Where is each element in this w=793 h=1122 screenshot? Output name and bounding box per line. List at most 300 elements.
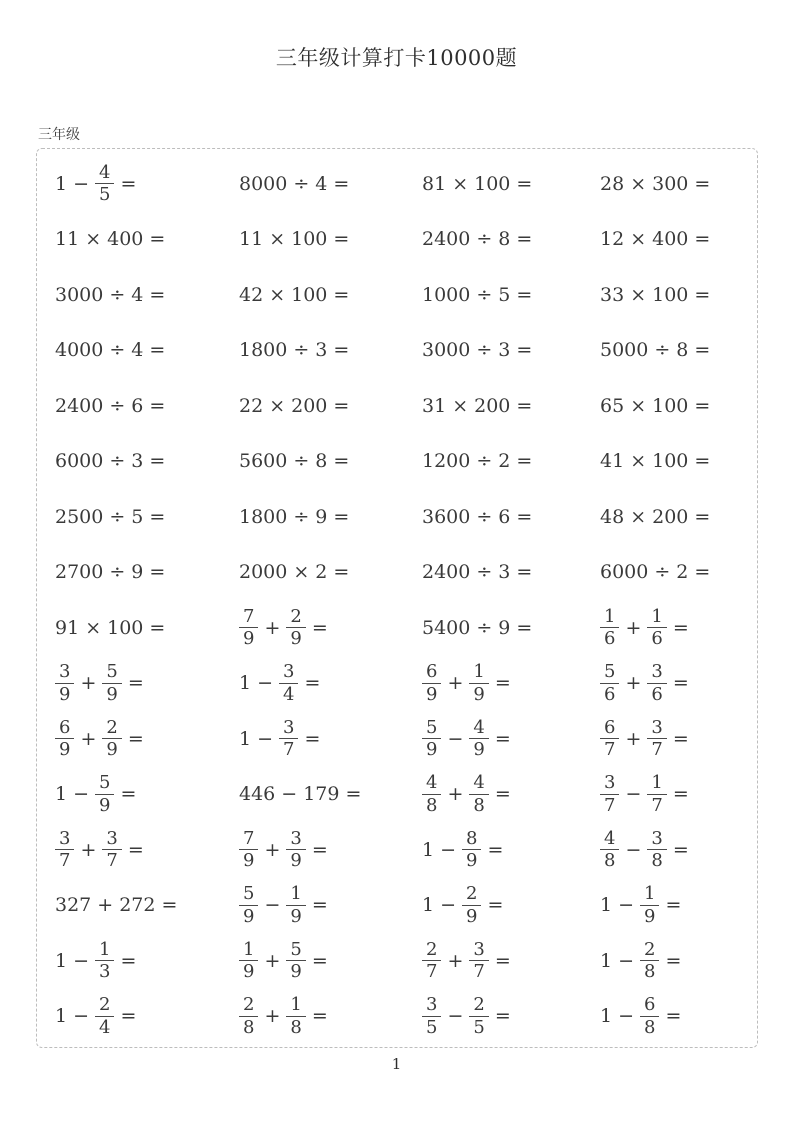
fraction-denominator: 4 <box>279 683 298 706</box>
math-token: = <box>694 339 711 362</box>
fraction-denominator: 6 <box>647 627 666 650</box>
math-token: 1 <box>55 1005 68 1028</box>
math-token: ÷ <box>109 283 126 306</box>
math-token: = <box>161 894 178 917</box>
math-token: 3600 <box>422 505 471 528</box>
math-token: = <box>516 561 533 584</box>
problem <box>422 267 600 323</box>
math-token: 446 <box>239 783 276 806</box>
math-token: ÷ <box>109 505 126 528</box>
math-token: 41 <box>600 450 625 473</box>
math-token: − <box>447 1005 464 1028</box>
math-token: 48 <box>600 505 625 528</box>
math-token: ÷ <box>293 450 310 473</box>
math-token: = <box>694 228 711 251</box>
fraction <box>640 939 659 983</box>
math-token: + <box>264 838 281 861</box>
math-token: 2 <box>676 561 689 584</box>
math-token: 12 <box>600 228 625 251</box>
math-token: = <box>487 894 504 917</box>
math-token: 22 <box>239 394 264 417</box>
fraction <box>95 994 114 1038</box>
fraction-numerator: 2 <box>644 938 656 960</box>
fraction-denominator: 8 <box>469 794 488 817</box>
math-token: 91 <box>55 616 80 639</box>
math-token: 100 <box>652 283 689 306</box>
math-token: ÷ <box>476 561 493 584</box>
fraction <box>95 939 114 983</box>
math-token: ÷ <box>109 339 126 362</box>
math-token: + <box>80 727 97 750</box>
problem <box>55 878 239 934</box>
fraction-denominator: 7 <box>55 849 74 872</box>
math-token: = <box>333 228 350 251</box>
math-token: 1800 <box>239 339 288 362</box>
fraction-denominator: 5 <box>422 1016 441 1039</box>
problem <box>422 933 600 989</box>
fraction-numerator: 1 <box>290 883 302 905</box>
math-token: 11 <box>239 228 264 251</box>
math-token: = <box>304 672 321 695</box>
fraction <box>462 883 481 927</box>
fraction-denominator: 8 <box>600 849 619 872</box>
fraction-numerator: 6 <box>426 661 438 683</box>
fraction-numerator: 2 <box>99 994 111 1016</box>
fraction-denominator: 7 <box>279 738 298 761</box>
problem <box>422 323 600 379</box>
math-token: = <box>149 394 166 417</box>
problem <box>55 600 239 656</box>
fraction-denominator: 5 <box>469 1016 488 1039</box>
problem <box>422 434 600 490</box>
fraction-numerator: 3 <box>651 716 663 738</box>
math-token: = <box>149 228 166 251</box>
math-token: 2400 <box>422 228 471 251</box>
math-token: 2400 <box>55 394 104 417</box>
fraction-denominator: 9 <box>640 905 659 928</box>
problem <box>422 656 600 712</box>
math-token: − <box>73 783 90 806</box>
fraction-denominator: 9 <box>239 627 258 650</box>
fraction <box>600 606 619 650</box>
math-token: = <box>149 505 166 528</box>
fraction-denominator: 9 <box>239 849 258 872</box>
problem <box>600 600 757 656</box>
math-token: − <box>440 894 457 917</box>
math-token: = <box>311 949 328 972</box>
math-token: 5 <box>131 505 144 528</box>
fraction-denominator: 9 <box>55 683 74 706</box>
problem <box>422 878 600 934</box>
problem <box>239 600 422 656</box>
math-token: = <box>149 616 166 639</box>
math-token: − <box>618 1005 635 1028</box>
math-token: ÷ <box>654 561 671 584</box>
fraction <box>469 661 488 705</box>
fraction <box>600 828 619 872</box>
math-token: + <box>447 783 464 806</box>
math-token: − <box>281 783 298 806</box>
fraction-numerator: 3 <box>604 772 616 794</box>
math-token: × <box>452 394 469 417</box>
fraction <box>647 828 666 872</box>
math-token: ÷ <box>293 505 310 528</box>
math-token: + <box>80 672 97 695</box>
problem <box>422 156 600 212</box>
fraction-denominator: 7 <box>600 794 619 817</box>
fraction-numerator: 4 <box>426 772 438 794</box>
fraction-numerator: 8 <box>466 827 478 849</box>
fraction-denominator: 8 <box>239 1016 258 1039</box>
problem <box>600 545 757 601</box>
fraction-denominator: 9 <box>239 960 258 983</box>
problem <box>422 767 600 823</box>
math-token: 2000 <box>239 561 288 584</box>
math-token: = <box>487 838 504 861</box>
math-token: = <box>665 949 682 972</box>
problem <box>600 267 757 323</box>
fraction <box>469 939 488 983</box>
fraction <box>239 994 258 1038</box>
math-token: = <box>333 394 350 417</box>
math-token: 3 <box>498 561 511 584</box>
math-token: 1 <box>55 172 68 195</box>
problem <box>422 989 600 1045</box>
problem <box>239 545 422 601</box>
math-token: 6000 <box>55 450 104 473</box>
math-token: 1800 <box>239 505 288 528</box>
math-token: = <box>694 283 711 306</box>
math-token: 2400 <box>422 561 471 584</box>
math-token: 1 <box>239 672 252 695</box>
problem <box>239 156 422 212</box>
fraction-denominator: 7 <box>422 960 441 983</box>
fraction <box>469 994 488 1038</box>
math-token: 8000 <box>239 172 288 195</box>
math-token: 1000 <box>422 283 471 306</box>
math-token: = <box>333 505 350 528</box>
fraction <box>422 994 441 1038</box>
math-token: 4 <box>131 283 144 306</box>
problem-grid <box>55 156 757 1047</box>
math-token: = <box>149 450 166 473</box>
problem <box>600 212 757 268</box>
math-token: = <box>694 172 711 195</box>
fraction <box>422 939 441 983</box>
math-token: = <box>516 394 533 417</box>
fraction-denominator: 9 <box>286 849 305 872</box>
math-token: − <box>618 949 635 972</box>
math-token: + <box>264 1005 281 1028</box>
math-token: × <box>630 450 647 473</box>
math-token: = <box>120 949 137 972</box>
math-token: 2 <box>498 450 511 473</box>
problem <box>600 323 757 379</box>
math-token: − <box>625 783 642 806</box>
math-token: 2 <box>315 561 328 584</box>
math-token: 5 <box>498 283 511 306</box>
fraction-numerator: 6 <box>644 994 656 1016</box>
math-token: = <box>149 561 166 584</box>
math-token: × <box>630 283 647 306</box>
math-token: 2500 <box>55 505 104 528</box>
math-token: 11 <box>55 228 80 251</box>
fraction-denominator: 9 <box>55 738 74 761</box>
math-token: 3 <box>498 339 511 362</box>
problem <box>239 378 422 434</box>
math-token: 300 <box>652 172 689 195</box>
math-token: 8 <box>676 339 689 362</box>
problem <box>55 989 239 1045</box>
problem <box>600 933 757 989</box>
fraction-denominator: 8 <box>640 1016 659 1039</box>
math-token: = <box>149 283 166 306</box>
math-token: × <box>630 505 647 528</box>
fraction-denominator: 9 <box>102 683 121 706</box>
fraction-denominator: 3 <box>95 960 114 983</box>
math-token: = <box>127 727 144 750</box>
math-token: = <box>672 838 689 861</box>
math-token: − <box>73 172 90 195</box>
math-token: = <box>672 672 689 695</box>
fraction <box>286 994 305 1038</box>
fraction-numerator: 3 <box>473 938 485 960</box>
math-token: 4 <box>315 172 328 195</box>
math-token: = <box>516 505 533 528</box>
math-token: 1 <box>600 949 613 972</box>
fraction-denominator: 7 <box>647 738 666 761</box>
fraction-numerator: 1 <box>99 938 111 960</box>
fraction-denominator: 8 <box>422 794 441 817</box>
problem <box>239 212 422 268</box>
fraction-denominator: 6 <box>647 683 666 706</box>
fraction-numerator: 7 <box>243 827 255 849</box>
math-token: = <box>516 172 533 195</box>
math-token: = <box>672 727 689 750</box>
problem <box>239 767 422 823</box>
problem <box>600 878 757 934</box>
math-token: = <box>665 894 682 917</box>
math-token: = <box>333 561 350 584</box>
fraction-numerator: 2 <box>243 994 255 1016</box>
math-token: ÷ <box>293 339 310 362</box>
math-token: + <box>625 672 642 695</box>
fraction <box>55 661 74 705</box>
fraction <box>600 717 619 761</box>
fraction <box>469 717 488 761</box>
fraction-numerator: 2 <box>426 938 438 960</box>
math-token: 1200 <box>422 450 471 473</box>
problem <box>55 156 239 212</box>
fraction-denominator: 7 <box>600 738 619 761</box>
math-token: 200 <box>652 505 689 528</box>
fraction-numerator: 4 <box>473 772 485 794</box>
math-token: ÷ <box>476 505 493 528</box>
fraction-numerator: 5 <box>604 661 616 683</box>
math-token: ÷ <box>109 394 126 417</box>
fraction-denominator: 8 <box>640 960 659 983</box>
fraction-denominator: 9 <box>422 683 441 706</box>
math-token: − <box>264 894 281 917</box>
fraction-numerator: 5 <box>426 716 438 738</box>
math-token: = <box>694 394 711 417</box>
fraction-numerator: 1 <box>651 605 663 627</box>
fraction-numerator: 5 <box>99 772 111 794</box>
math-token: − <box>618 894 635 917</box>
fraction <box>647 772 666 816</box>
math-token: 9 <box>315 505 328 528</box>
fraction-numerator: 1 <box>604 605 616 627</box>
fraction <box>647 717 666 761</box>
math-token: = <box>311 894 328 917</box>
fraction <box>422 772 441 816</box>
fraction-numerator: 4 <box>604 827 616 849</box>
fraction-denominator: 8 <box>647 849 666 872</box>
math-token: 1 <box>422 894 435 917</box>
math-token: 5400 <box>422 616 471 639</box>
math-token: = <box>333 283 350 306</box>
math-token: = <box>311 616 328 639</box>
math-token: = <box>516 339 533 362</box>
math-token: 1 <box>55 783 68 806</box>
problem <box>600 489 757 545</box>
fraction <box>55 717 74 761</box>
fraction-denominator: 9 <box>102 738 121 761</box>
math-token: ÷ <box>476 283 493 306</box>
math-token: 6 <box>498 505 511 528</box>
fraction <box>102 717 121 761</box>
math-token: = <box>672 616 689 639</box>
math-token: = <box>494 672 511 695</box>
problem <box>600 434 757 490</box>
math-token: ÷ <box>476 616 493 639</box>
math-token: 400 <box>107 228 144 251</box>
math-token: 327 <box>55 894 92 917</box>
math-token: 28 <box>600 172 625 195</box>
math-token: × <box>269 394 286 417</box>
fraction-denominator: 5 <box>95 183 114 206</box>
math-token: = <box>694 450 711 473</box>
fraction-numerator: 6 <box>59 716 71 738</box>
fraction <box>469 772 488 816</box>
fraction-numerator: 1 <box>290 994 302 1016</box>
problem <box>239 989 422 1045</box>
math-token: ÷ <box>654 339 671 362</box>
math-token: × <box>269 228 286 251</box>
fraction <box>239 606 258 650</box>
fraction-denominator: 6 <box>600 627 619 650</box>
math-token: − <box>625 838 642 861</box>
fraction-denominator: 7 <box>102 849 121 872</box>
math-token: × <box>85 228 102 251</box>
math-token: = <box>333 450 350 473</box>
problem <box>239 434 422 490</box>
math-token: = <box>333 339 350 362</box>
math-token: = <box>311 838 328 861</box>
fraction-numerator: 5 <box>290 938 302 960</box>
math-token: 42 <box>239 283 264 306</box>
problem <box>600 822 757 878</box>
grade-label: 三年级 <box>38 127 80 143</box>
problem <box>600 156 757 212</box>
math-token: ÷ <box>476 339 493 362</box>
fraction <box>422 717 441 761</box>
math-token: = <box>333 172 350 195</box>
math-token: 4 <box>131 339 144 362</box>
fraction-denominator: 9 <box>462 849 481 872</box>
math-token: = <box>120 1005 137 1028</box>
math-token: 8 <box>315 450 328 473</box>
fraction <box>600 772 619 816</box>
problem <box>55 933 239 989</box>
fraction-numerator: 5 <box>243 883 255 905</box>
math-token: 81 <box>422 172 447 195</box>
math-token: = <box>694 505 711 528</box>
math-token: 5600 <box>239 450 288 473</box>
fraction <box>102 661 121 705</box>
math-token: × <box>293 561 310 584</box>
math-token: 3000 <box>55 283 104 306</box>
math-token: = <box>120 172 137 195</box>
fraction-numerator: 3 <box>426 994 438 1016</box>
fraction-numerator: 1 <box>243 938 255 960</box>
problem <box>239 489 422 545</box>
math-token: = <box>127 672 144 695</box>
math-token: + <box>625 727 642 750</box>
math-token: 1 <box>55 949 68 972</box>
math-token: = <box>120 783 137 806</box>
fraction-numerator: 3 <box>290 827 302 849</box>
fraction <box>647 661 666 705</box>
problem <box>55 656 239 712</box>
problem <box>55 212 239 268</box>
fraction-numerator: 1 <box>473 661 485 683</box>
problem <box>55 378 239 434</box>
math-token: 31 <box>422 394 447 417</box>
fraction <box>286 939 305 983</box>
fraction-denominator: 4 <box>95 1016 114 1039</box>
problem <box>55 711 239 767</box>
problem <box>239 656 422 712</box>
fraction <box>462 828 481 872</box>
math-token: − <box>257 727 274 750</box>
fraction <box>95 162 114 206</box>
fraction-numerator: 3 <box>106 827 118 849</box>
problem <box>55 323 239 379</box>
fraction-denominator: 9 <box>469 738 488 761</box>
fraction-numerator: 2 <box>473 994 485 1016</box>
fraction <box>286 883 305 927</box>
math-token: 1 <box>600 894 613 917</box>
fraction-numerator: 1 <box>651 772 663 794</box>
math-token: + <box>447 672 464 695</box>
math-token: + <box>97 894 114 917</box>
math-token: + <box>264 616 281 639</box>
fraction-numerator: 3 <box>59 661 71 683</box>
problem <box>239 711 422 767</box>
math-token: − <box>257 672 274 695</box>
problem <box>55 267 239 323</box>
fraction <box>600 661 619 705</box>
fraction <box>239 828 258 872</box>
problem <box>600 378 757 434</box>
math-token: 3 <box>131 450 144 473</box>
math-token: 100 <box>474 172 511 195</box>
math-token: 2700 <box>55 561 104 584</box>
problem <box>239 822 422 878</box>
problem <box>600 767 757 823</box>
problem <box>422 378 600 434</box>
